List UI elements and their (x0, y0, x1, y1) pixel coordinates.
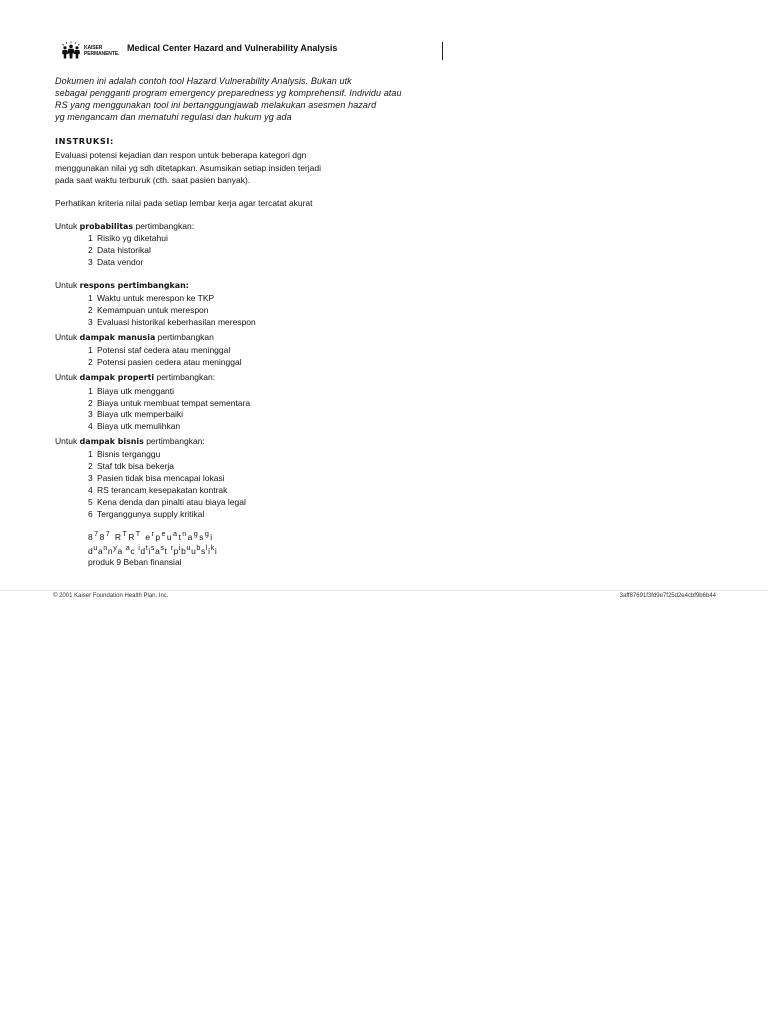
heading-keyword: dampak properti (79, 373, 155, 382)
list-item (88, 448, 160, 460)
heading-keyword: probabilitas (79, 222, 134, 231)
item-text: Waktu untuk merespon ke TKP (97, 293, 215, 303)
intro-line: menggunakan nilai yg sdh ditetapkan. Asumsikan setiap insiden terjadi (55, 163, 322, 173)
list-item (88, 356, 242, 368)
document-title: Medical Center Hazard and Vulnerability Analysis (127, 43, 338, 53)
section-heading-dampak-properti (55, 371, 215, 384)
item-number: 1 (88, 345, 93, 355)
list-item (88, 420, 180, 432)
garbled-text-line: $d^ua^nn^ya$ $^a$c $^id^ti^sa^st$ $^rp^ib^uu^bs^li^ki$ (88, 542, 218, 556)
item-number: 1 (88, 386, 93, 396)
disclaimer-line: RS yang menggunakan tool ini bertanggungjawab melakukan asesmen hazard (55, 100, 377, 110)
item-text: Risiko yg diketahui (97, 233, 168, 243)
item-text: Biaya untuk membuat tempat sementara (97, 398, 251, 408)
item-text: Staf tdk bisa bekerja (97, 461, 175, 471)
list-item (88, 304, 209, 316)
disclaimer-line: sebagai pengganti program emergency preparedness yg komprehensif. Individu atau (55, 88, 402, 98)
list-item (88, 385, 174, 397)
garbled-text-line: $8^78^7$ $R^TR^T$ $e^rp^eu^at^na^gs^gi$ (88, 528, 214, 542)
intro-line: Evaluasi potensi kejadian dan respon untuk beberapa kategori dgn (55, 150, 307, 160)
item-number: 4 (88, 485, 93, 495)
list-item (88, 256, 143, 268)
section-heading-dampak-bisnis (55, 435, 205, 448)
item-number: 3 (88, 409, 93, 419)
item-number: 1 (88, 293, 93, 303)
list-item (88, 472, 225, 484)
section-heading-respons (55, 279, 189, 292)
heading-keyword: dampak bisnis (79, 437, 144, 446)
kaiser-people-logo-icon (60, 41, 82, 59)
heading-suffix: pertimbangkan (157, 332, 214, 342)
item-number: 6 (88, 509, 93, 519)
item-number: 5 (88, 497, 93, 507)
heading-prefix: Untuk (55, 372, 78, 382)
list-item (88, 316, 256, 328)
instructions-note: Perhatikan kriteria nilai pada setiap lembar kerja agar tercatat akurat (55, 198, 313, 208)
item-number: 2 (88, 357, 93, 367)
item-text: Potensi pasien cedera atau meninggal (97, 357, 242, 367)
item-number: 2 (88, 398, 93, 408)
item-text: Data historikal (97, 245, 151, 255)
footer-copyright: © 2001 Kaiser Foundation Health Plan, Inc. (53, 593, 169, 599)
item-text: Potensi staf cedera atau meninggal (97, 345, 231, 355)
list-item (88, 460, 174, 472)
section-heading-dampak-manusia (55, 331, 214, 344)
item-number: 1 (88, 233, 93, 243)
list-item (88, 484, 227, 496)
heading-keyword: respons pertimbangkan: (79, 281, 189, 290)
item-text: Data vendor (97, 257, 144, 267)
item-text: Bisnis terganggu (97, 449, 161, 459)
item-text: Biaya utk memperbaiki (97, 409, 183, 419)
item-text: Terganggunya supply kritikal (97, 509, 205, 519)
item-text: Kena denda dan pinalti atau biaya legal (97, 497, 246, 507)
heading-prefix: Untuk (55, 221, 78, 231)
list-item (88, 508, 204, 520)
page-divider (0, 590, 768, 591)
footer-document-id: 3aff87691f3fd9e7f25d2e4cbf9b6b44 (619, 593, 716, 599)
item-number: 2 (88, 461, 93, 471)
item-number: 2 (88, 305, 93, 315)
list-item (88, 292, 214, 304)
item-text: Biaya utk mengganti (97, 386, 175, 396)
list-item (88, 496, 246, 508)
instructions-heading: INSTRUKSI: (55, 136, 114, 146)
item-number: 3 (88, 473, 93, 483)
header-divider (442, 42, 443, 60)
item-number: 3 (88, 257, 93, 267)
heading-prefix: Untuk (55, 436, 78, 446)
heading-suffix: pertimbangkan: (135, 221, 195, 231)
heading-suffix: pertimbangkan: (146, 436, 205, 446)
logo-text-kaiser: KAISER (84, 45, 103, 51)
intro-line: pada saat waktu terburuk (cth. saat pasien banyak). (55, 175, 251, 185)
item-text: RS terancam kesepakatan kontrak (97, 485, 228, 495)
list-item (88, 344, 230, 356)
item-text: Kemampuan untuk merespon (97, 305, 209, 315)
item-number: 2 (88, 245, 93, 255)
heading-prefix: Untuk (55, 332, 78, 342)
item-number: 1 (88, 449, 93, 459)
logo-text-permanente: PERMANENTE. (84, 51, 120, 57)
heading-suffix: pertimbangkan: (156, 372, 216, 382)
item-text: Evaluasi historikal keberhasilan merespon (97, 317, 256, 327)
list-item (88, 244, 151, 256)
item-text: Pasien tidak bisa mencapai lokasi (97, 473, 225, 483)
list-item (88, 408, 183, 420)
heading-keyword: dampak manusia (79, 333, 156, 342)
item-number: 4 (88, 421, 93, 431)
disclaimer-line: Dokumen ini adalah contoh tool Hazard Vulnerability Analysis. Bukan utk (55, 76, 352, 86)
item-number: 3 (88, 317, 93, 327)
garbled-text-line: produk 9 Beban finansial (88, 557, 182, 567)
item-text: Biaya utk memulihkan (97, 421, 181, 431)
disclaimer-line: yg mengancam dan mematuhi regulasi dan hukum yg ada (55, 112, 292, 122)
list-item (88, 232, 168, 244)
heading-prefix: Untuk (55, 280, 78, 290)
